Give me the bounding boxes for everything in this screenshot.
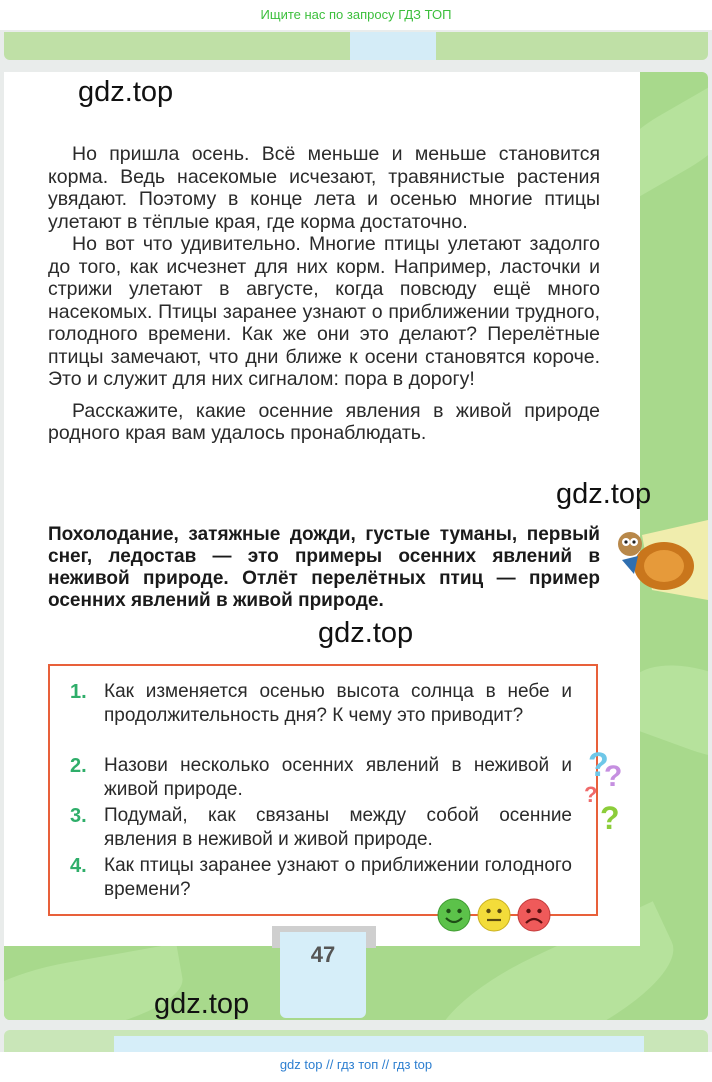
bottom-links[interactable]: gdz top // гдз топ // гдз top (0, 1052, 712, 1082)
question-item (70, 754, 572, 802)
question-mark-icon: ? (600, 800, 620, 836)
question-text: Как птицы заранее узнают о приближении голодного времени? (104, 855, 572, 900)
question-mark-icon: ? (584, 782, 598, 807)
questions-box (48, 664, 598, 916)
main-text (48, 143, 600, 445)
turtle-mascot-icon (612, 520, 708, 600)
next-page-edge (4, 1030, 708, 1052)
question-item (70, 680, 572, 728)
smiley-sad-icon (517, 898, 551, 932)
question-text: Как изменяется осенью высота солнца в небе и продолжительность дня? К чему это приводит? (104, 681, 572, 726)
watermark: gdz.top (154, 988, 250, 1020)
question-number: 2. (70, 755, 87, 777)
watermark: gdz.top (556, 478, 652, 510)
page-number: 47 (280, 932, 366, 1018)
question-mark-icon: ? (588, 746, 609, 784)
question-item (70, 804, 572, 852)
question-text: Назови несколько осенних явлений в неживой и живой природе. (104, 755, 572, 800)
next-page-tab (114, 1036, 644, 1052)
paragraph: Расскажите, какие осенние явления в живой природе родного края вам удалось пронаблюдать. (48, 399, 600, 444)
smiley-neutral-icon (477, 898, 511, 932)
top-banner[interactable]: Ищите нас по запросу ГДЗ ТОП (0, 0, 712, 30)
question-number: 3. (70, 805, 87, 827)
previous-page-tab (350, 32, 436, 60)
watermark: gdz.top (318, 617, 414, 649)
smiley-happy-icon (437, 898, 471, 932)
question-item (70, 854, 572, 902)
paragraph: Но пришла осень. Всё меньше и меньше становится корма. Ведь насекомые исчезают, травянистые растения увядают. Поэтому в конце лета и осенью многие птицы улетают в тёплые края, где корма достаточно. (48, 143, 600, 233)
question-text: Подумай, как связаны между собой осенние явления в неживой и живой природе. (104, 805, 572, 850)
question-mark-icon: ? (604, 760, 623, 793)
previous-page-edge (4, 32, 708, 60)
watermark: gdz.top (78, 76, 174, 108)
rule-text: Похолодание, затяжные дожди, густые туманы, первый снег, ледостав — это примеры осенних явлений в неживой природе. Отлёт перелётных птиц — пример осенних явлений в живой природе. (48, 524, 600, 611)
question-number: 1. (70, 681, 87, 703)
question-number: 4. (70, 855, 87, 877)
paragraph: Но вот что удивительно. Многие птицы улетают задолго до того, как исчезнет для них корм. Например, ласточки и стрижи улетают в августе, когда повсюду ещё много насекомых. Птицы заранее узнают о приближении трудного, голодного времени. Как же они это делают? Перелётные птицы замечают, что дни ближе к осени становятся короче. Это и служит для них сигналом: пора в дорогу! (48, 233, 600, 390)
